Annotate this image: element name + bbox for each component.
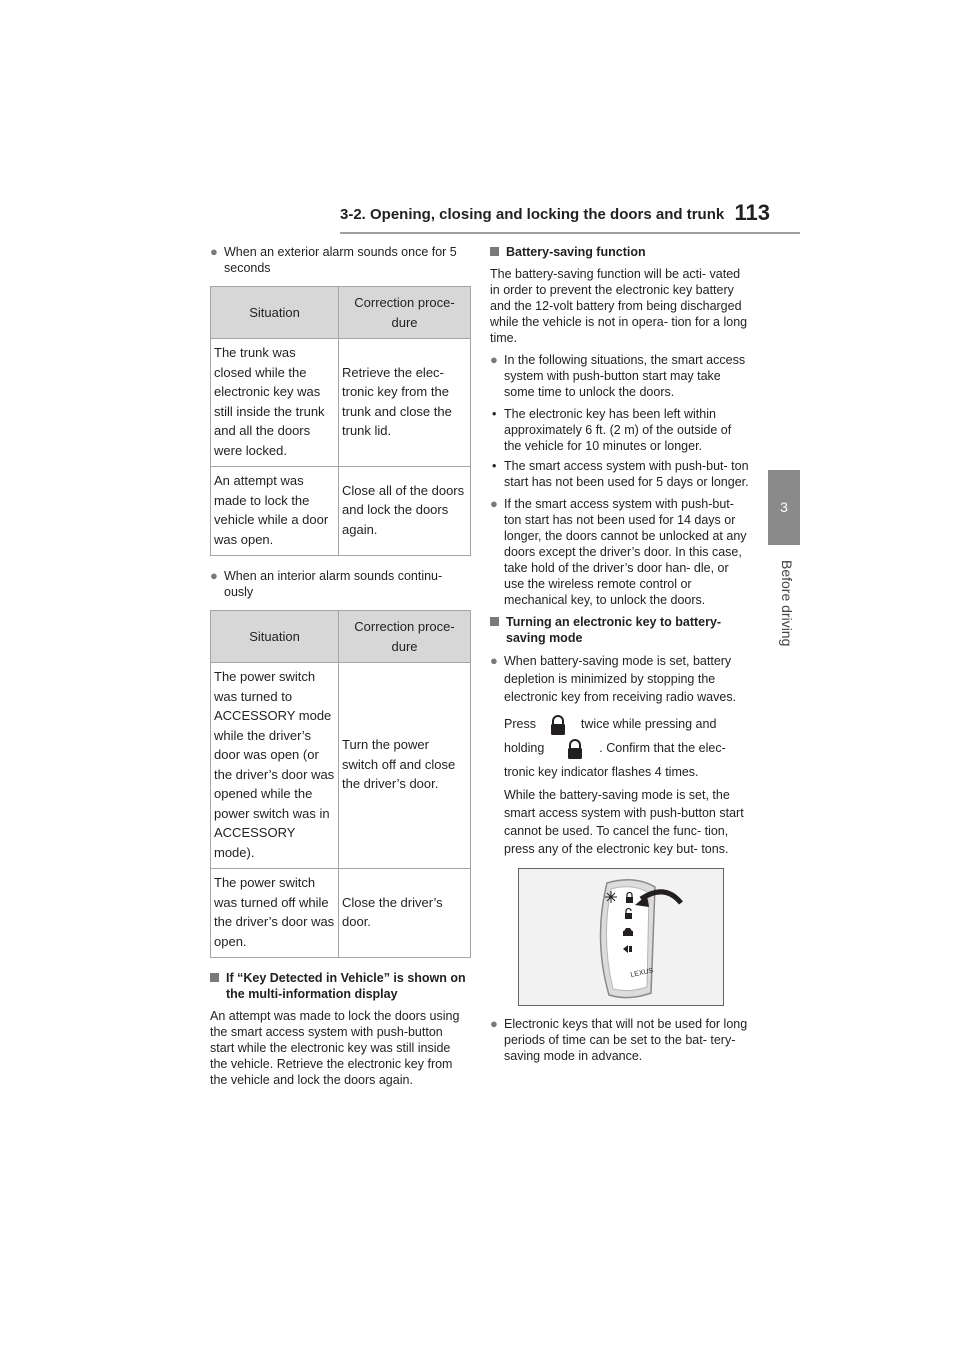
table-cell: Close the driver’s door. <box>339 869 471 958</box>
table-cell: The trunk was closed while the electronic key was still inside the trunk and all the doors were locked. <box>211 339 339 467</box>
left-column <box>210 244 470 1094</box>
table-row <box>211 339 471 467</box>
table-row <box>211 663 471 869</box>
table-cell: An attempt was made to lock the vehicle while a door was open. <box>211 467 339 556</box>
bullet-exterior-alarm: ● When an exterior alarm sounds once for 5 seconds <box>210 244 457 275</box>
bullet-dot: ● <box>490 653 498 668</box>
table-header-correction: Correction proce- dure <box>339 287 471 339</box>
heading-key-detected: If “Key Detected in Vehicle” is shown on the multi-information display <box>210 970 470 1002</box>
table-row <box>211 869 471 958</box>
table-cell: Retrieve the elec- tronic key from the trunk and close the trunk lid. <box>339 339 471 467</box>
dash-item: • The smart access system with push-but- ton start has not been used for 5 days or longer. <box>492 459 749 489</box>
table-cell: The power switch was turned to ACCESSORY mode while the driver’s door was open (or the driver’s door was opened while the power switch was in ACCESSORY mode). <box>211 663 339 869</box>
bullet-dot: ● <box>490 352 498 367</box>
lock-icon <box>545 714 571 736</box>
table-cell: Turn the power switch off and close the driver’s door. <box>339 663 471 869</box>
square-marker-icon <box>210 973 219 982</box>
svg-text:LEXUS: LEXUS <box>629 967 654 979</box>
press-instruction: Press twice while pressing and holding . Confirm that the elec- tronic key indicator flashes 4 times. While the battery-saving mode is set, the smart access system with push-button start cannot be used. To cancel the func- tion, press any of the electronic key but- tons. <box>490 712 752 858</box>
square-marker-icon <box>490 247 499 256</box>
electronic-key-illustration <box>518 868 724 1006</box>
bullet-following-situations: ● In the following situations, the smart access system with push-button start may take some time to unlock the doors. <box>490 352 746 399</box>
dash-item: • The electronic key has been left within approximately 6 ft. (2 m) of the outside of the vehicle for 10 minutes or longer. <box>492 407 732 453</box>
exterior-alarm-table <box>210 286 471 556</box>
bullet-long-periods: ● Electronic keys that will not be used for long periods of time can be set to the bat- tery-saving mode in advance. <box>490 1016 748 1063</box>
lock-icon <box>562 738 588 760</box>
bullet-dot: ● <box>490 1016 498 1031</box>
table-header-situation: Situation <box>211 611 339 663</box>
right-column <box>490 244 752 1070</box>
heading-battery-saving: Battery-saving function <box>490 244 752 260</box>
dash-marker: • <box>492 459 497 473</box>
bullet-battery-saving-mode: ● When battery-saving mode is set, battery depletion is minimized by stopping the electronic key from receiving radio waves. <box>490 653 737 704</box>
bullet-dot: ● <box>210 568 218 583</box>
key-fob-icon <box>519 869 723 1005</box>
interior-alarm-table <box>210 610 471 958</box>
page-header-title: 3-2. Opening, closing and locking the doors and trunk <box>340 206 725 223</box>
chapter-title: Before driving <box>779 560 795 647</box>
bullet-interior-alarm: ● When an interior alarm sounds continu- ously <box>210 568 443 599</box>
table-cell: Close all of the doors and lock the doors again. <box>339 467 471 556</box>
chapter-tab: 3 <box>768 470 800 545</box>
bullet-14-days: ● If the smart access system with push-but- ton start has not been used for 14 days or longer, the doors cannot be unlocked at any doors except the driver’s door. In this case, take hold of the driver’s door han- dle, or use the wireless remote control or mechanical key, to unlock the doors. <box>490 496 747 607</box>
header-rule <box>340 232 800 234</box>
bullet-dot: ● <box>490 496 498 511</box>
battery-saving-cancel-paragraph: While the battery-saving mode is set, the smart access system with push-button start cannot be used. To cancel the func- tion, press any of the electronic key but- tons. <box>504 788 744 856</box>
table-row <box>211 467 471 556</box>
table-header-situation: Situation <box>211 287 339 339</box>
page-number: 113 <box>734 200 770 225</box>
table-cell: The power switch was turned off while the driver’s door was open. <box>211 869 339 958</box>
battery-saving-paragraph: The battery-saving function will be acti- vated in order to prevent the electronic key battery and the 12-volt battery from being discharged while the vehicle is not in opera- tion for a long time. <box>490 267 748 345</box>
table-header-correction: Correction proce- dure <box>339 611 471 663</box>
square-marker-icon <box>490 617 499 626</box>
heading-battery-saving-mode: Turning an electronic key to battery- saving mode <box>490 614 752 646</box>
bullet-dot: ● <box>210 244 218 259</box>
key-detected-paragraph: An attempt was made to lock the doors using the smart access system with push-button start while the electronic key was still inside the vehicle. Retrieve the electronic key from the vehicle and lock the doors again. <box>210 1009 460 1087</box>
dash-marker: • <box>492 407 497 421</box>
